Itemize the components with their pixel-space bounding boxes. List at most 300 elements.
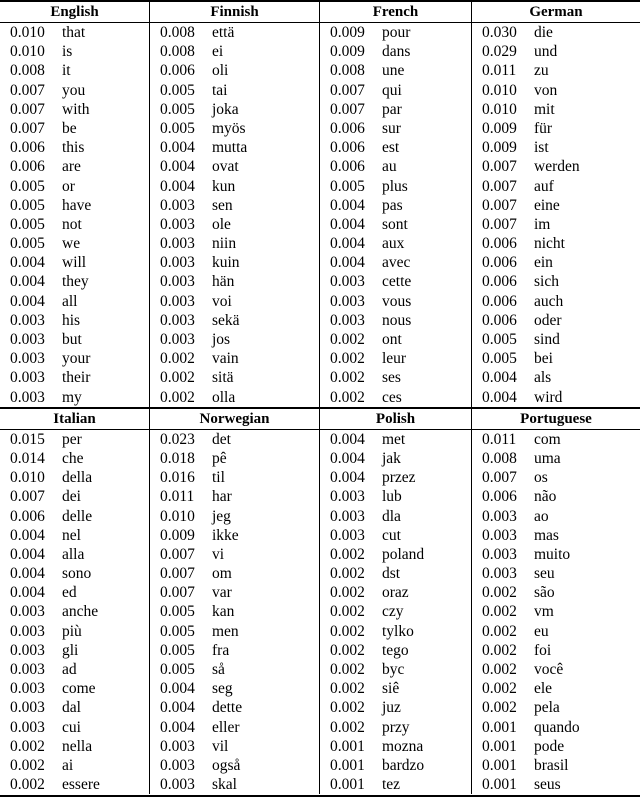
table-row [0,718,149,737]
table-section [0,2,640,407]
table-row [0,487,149,506]
frequency-value: 0.002 [330,641,365,659]
frequency-value: 0.010 [482,81,517,99]
frequency-value: 0.002 [160,388,195,406]
word-value: come [62,680,96,698]
frequency-value: 0.004 [160,699,195,717]
table-row [150,215,319,234]
word-value: that [62,24,86,41]
language-column-norwegian [150,409,320,795]
word-value: olla [212,388,236,406]
word-value: bei [534,350,553,368]
table-row [472,157,640,176]
frequency-value: 0.023 [160,430,195,448]
word-value: zu [534,62,549,80]
frequency-value: 0.003 [160,196,195,214]
table-row [320,449,471,468]
frequency-value: 0.002 [10,756,45,774]
table-row [472,718,640,737]
table-row [320,253,471,272]
table-row [472,698,640,717]
word-value: but [62,331,82,348]
table-row [150,583,319,602]
frequency-value: 0.010 [10,24,45,41]
word-value: ele [534,680,553,698]
frequency-value: 0.003 [10,388,45,406]
word-value: lub [382,488,402,506]
table-row [0,756,149,775]
frequency-value: 0.002 [482,641,517,659]
table-row [0,23,149,42]
word-value: ses [382,369,401,387]
word-value: von [534,81,558,99]
table-row [320,756,471,775]
frequency-value: 0.007 [482,158,517,176]
table-row [320,698,471,717]
frequency-value: 0.003 [10,661,45,678]
table-row [472,42,640,61]
frequency-value: 0.002 [482,699,517,717]
frequency-value: 0.004 [330,449,365,467]
table-row [320,272,471,291]
frequency-value: 0.003 [160,331,195,348]
table-row [472,583,640,602]
word-value: not [62,215,82,233]
table-row [0,368,149,387]
table-row [0,81,149,100]
word-value: men [212,622,239,640]
word-value: vain [212,350,239,368]
word-value: you [62,81,86,99]
word-value: their [62,369,91,387]
frequency-value: 0.007 [482,177,517,195]
table-row [472,253,640,272]
table-row [472,388,640,407]
table-row [0,775,149,794]
table-row [320,718,471,737]
column-header: German [472,2,640,23]
table-row [472,679,640,698]
word-value: ed [62,584,77,602]
frequency-value: 0.001 [330,756,365,774]
frequency-value: 0.003 [160,215,195,233]
frequency-value: 0.011 [482,430,517,448]
word-value: met [382,430,406,448]
frequency-value: 0.003 [330,292,365,310]
word-value: werden [534,158,580,176]
word-value: myös [212,119,246,137]
table-row [0,272,149,291]
table-row [150,42,319,61]
frequency-value: 0.007 [330,100,365,118]
word-value: are [62,158,81,176]
table-row [150,23,319,42]
table-row [320,679,471,698]
frequency-value: 0.004 [160,718,195,736]
table-row [0,234,149,253]
word-value: cut [382,526,401,544]
table-row [150,388,319,407]
table-row [0,583,149,602]
word-value: ovat [212,158,239,176]
word-value: sont [382,215,408,233]
frequency-value: 0.002 [10,737,45,755]
word-value: você [534,661,564,678]
frequency-value: 0.001 [482,718,517,736]
word-value: will [62,254,87,272]
table-row [472,100,640,119]
word-value: dans [382,43,411,61]
frequency-value: 0.002 [482,661,517,678]
frequency-value: 0.003 [10,622,45,640]
table-row [0,468,149,487]
word-value: brasil [534,756,569,774]
table-row [320,368,471,387]
word-value: mas [534,526,559,544]
word-value: with [62,100,90,118]
language-column-portuguese [472,409,640,795]
frequency-value: 0.007 [482,196,517,214]
word-value: per [62,430,82,448]
table-row [320,311,471,330]
table-row [320,157,471,176]
table-row [150,468,319,487]
word-value: avec [382,254,411,272]
table-row [320,487,471,506]
frequency-value: 0.003 [482,507,517,525]
language-column-polish [320,409,472,795]
frequency-value: 0.005 [160,603,195,621]
frequency-value: 0.007 [160,565,195,583]
table-row [320,660,471,679]
table-row [0,253,149,272]
frequency-value: 0.008 [160,24,195,41]
table-row [472,349,640,368]
frequency-value: 0.008 [330,62,365,80]
table-row [472,756,640,775]
table-row [0,42,149,61]
table-row [150,138,319,157]
table-section [0,407,640,795]
table-row [320,622,471,641]
frequency-value: 0.003 [330,273,365,291]
word-value: pas [382,196,403,214]
table-row [150,349,319,368]
column-header: Norwegian [150,409,319,430]
frequency-value: 0.003 [330,311,365,329]
frequency-value: 0.001 [482,776,517,794]
table-row [472,641,640,660]
frequency-value: 0.009 [482,119,517,137]
table-row [150,234,319,253]
frequency-value: 0.002 [160,369,195,387]
table-row [472,311,640,330]
word-value: skal [212,776,237,794]
frequency-value: 0.011 [482,62,517,80]
word-value: sich [534,273,559,291]
frequency-value: 0.004 [10,526,45,544]
frequency-value: 0.029 [482,43,517,61]
frequency-value: 0.005 [160,661,195,678]
word-value: qui [382,81,402,99]
word-value: jak [382,449,401,467]
word-value: della [62,469,93,487]
word-value: une [382,62,405,80]
word-value: wird [534,388,563,406]
word-value: ein [534,254,553,272]
table-row [320,234,471,253]
frequency-value: 0.003 [160,235,195,253]
table-row [320,602,471,621]
word-value: vm [534,603,554,621]
language-column-english [0,2,150,407]
frequency-value: 0.003 [10,331,45,348]
table-row [320,119,471,138]
word-value: så [212,661,225,678]
frequency-value: 0.009 [482,139,517,157]
frequency-value: 0.007 [10,488,45,506]
table-row [320,61,471,80]
word-value: ikke [212,526,239,544]
word-value: eine [534,196,560,214]
frequency-value: 0.005 [10,235,45,253]
word-value: ao [534,507,549,525]
frequency-value: 0.004 [482,388,517,406]
word-value: pour [382,24,411,41]
frequency-value: 0.002 [330,584,365,602]
word-value: we [62,235,81,253]
frequency-value: 0.005 [330,177,365,195]
frequency-value: 0.002 [330,369,365,387]
table-row [0,119,149,138]
frequency-value: 0.009 [330,43,365,61]
column-header: Finnish [150,2,319,23]
frequency-value: 0.016 [160,469,195,487]
word-value: delle [62,507,93,525]
table-row [150,564,319,583]
word-value: sen [212,196,233,214]
table-row [472,775,640,794]
frequency-value: 0.002 [330,661,365,678]
frequency-value: 0.004 [160,158,195,176]
frequency-value: 0.008 [160,43,195,61]
table-row [320,349,471,368]
frequency-value: 0.003 [10,350,45,368]
table-row [0,641,149,660]
word-value: sekä [212,311,240,329]
word-value: nel [62,526,81,544]
word-value: ad [62,661,77,678]
word-value: au [382,158,397,176]
word-value: oder [534,311,562,329]
word-value: be [62,119,77,137]
word-value: auch [534,292,564,310]
frequency-value: 0.006 [482,254,517,272]
frequency-value: 0.002 [330,388,365,406]
table-row [0,61,149,80]
frequency-value: 0.002 [330,680,365,698]
table-row [320,507,471,526]
table-row [472,602,640,621]
frequency-value: 0.003 [10,311,45,329]
word-value: ont [382,331,402,348]
table-row [150,61,319,80]
frequency-value: 0.002 [482,584,517,602]
frequency-value: 0.002 [482,603,517,621]
frequency-value: 0.004 [330,254,365,272]
language-column-italian [0,409,150,795]
frequency-value: 0.003 [330,526,365,544]
table-row [150,487,319,506]
word-value: com [534,430,561,448]
column-header: Portuguese [472,409,640,430]
frequency-value: 0.006 [330,158,365,176]
table-row [150,272,319,291]
word-value: gli [62,641,79,659]
table-row [150,253,319,272]
word-value: par [382,100,402,118]
word-value: hän [212,273,235,291]
frequency-value: 0.009 [160,526,195,544]
word-value: alla [62,545,85,563]
word-value: det [212,430,231,448]
frequency-value: 0.002 [330,718,365,736]
word-value: dst [382,565,401,583]
table-row [320,388,471,407]
frequency-value: 0.001 [330,737,365,755]
word-value: mozna [382,737,424,755]
table-row [0,622,149,641]
frequency-value: 0.002 [330,565,365,583]
table-row [472,272,640,291]
frequency-value: 0.003 [160,756,195,774]
table-row [0,292,149,311]
table-row [472,81,640,100]
table-row [150,119,319,138]
frequency-value: 0.006 [482,311,517,329]
frequency-value: 0.006 [330,119,365,137]
table-row [472,545,640,564]
word-value: jos [212,331,231,348]
table-row [320,775,471,794]
word-value: pê [212,449,227,467]
frequency-value: 0.011 [160,488,195,506]
frequency-value: 0.006 [482,488,517,506]
word-value: niin [212,235,237,253]
frequency-value: 0.006 [482,292,517,310]
frequency-value: 0.007 [482,469,517,487]
word-value: seu [534,565,555,583]
frequency-value: 0.004 [10,292,45,310]
table-row [320,583,471,602]
word-value: sur [382,119,401,137]
column-header: French [320,2,471,23]
frequency-value: 0.003 [10,699,45,717]
table-row [472,234,640,253]
table-row [0,177,149,196]
frequency-value: 0.004 [10,565,45,583]
word-value: or [62,177,75,195]
table-row [472,622,640,641]
frequency-value: 0.003 [10,369,45,387]
word-value: voi [212,292,232,310]
word-value: tez [382,776,401,794]
frequency-value: 0.002 [330,699,365,717]
word-value: die [534,24,553,41]
word-value: seus [534,776,561,794]
word-value: että [212,24,235,41]
frequency-value: 0.003 [160,254,195,272]
table-row [320,641,471,660]
frequency-value: 0.002 [482,680,517,698]
table-row [0,349,149,368]
frequency-value: 0.003 [482,545,517,563]
word-value: it [62,62,71,80]
word-value: ces [382,388,402,406]
word-value: aux [382,235,405,253]
table-row [150,292,319,311]
frequency-value: 0.009 [330,24,365,41]
frequency-value: 0.030 [482,24,517,41]
frequency-value: 0.007 [10,119,45,137]
table-row [150,157,319,176]
table-row [320,468,471,487]
table-row [472,138,640,157]
word-value: muito [534,545,571,563]
word-value: im [534,215,551,233]
table-row [0,430,149,449]
frequency-value: 0.002 [10,776,45,794]
table-row [150,775,319,794]
table-row [150,526,319,545]
frequency-value: 0.004 [10,273,45,291]
word-value: cette [382,273,412,291]
language-column-french [320,2,472,407]
word-value: my [62,388,82,406]
table-row [320,138,471,157]
frequency-value: 0.005 [160,641,195,659]
table-row [472,660,640,679]
word-value: dla [382,507,401,525]
table-row [150,602,319,621]
word-value: his [62,311,81,329]
word-value: oraz [382,584,409,602]
table-row [320,737,471,756]
frequency-value: 0.004 [10,254,45,272]
table-row [150,430,319,449]
frequency-value: 0.010 [160,507,195,525]
table-row [150,756,319,775]
frequency-value: 0.003 [10,680,45,698]
table-row [150,81,319,100]
frequency-value: 0.006 [482,235,517,253]
table-row [472,430,640,449]
frequency-value: 0.005 [482,331,517,348]
table-row [150,660,319,679]
frequency-value: 0.002 [330,603,365,621]
word-value: nicht [534,235,565,253]
frequency-value: 0.005 [160,622,195,640]
frequency-value: 0.003 [10,641,45,659]
frequency-value: 0.003 [330,507,365,525]
table-row [472,292,640,311]
word-value: czy [382,603,404,621]
table-row [472,215,640,234]
word-value: ai [62,756,74,774]
word-value: om [212,565,232,583]
word-value: sitä [212,369,234,387]
word-value: oli [212,62,229,80]
